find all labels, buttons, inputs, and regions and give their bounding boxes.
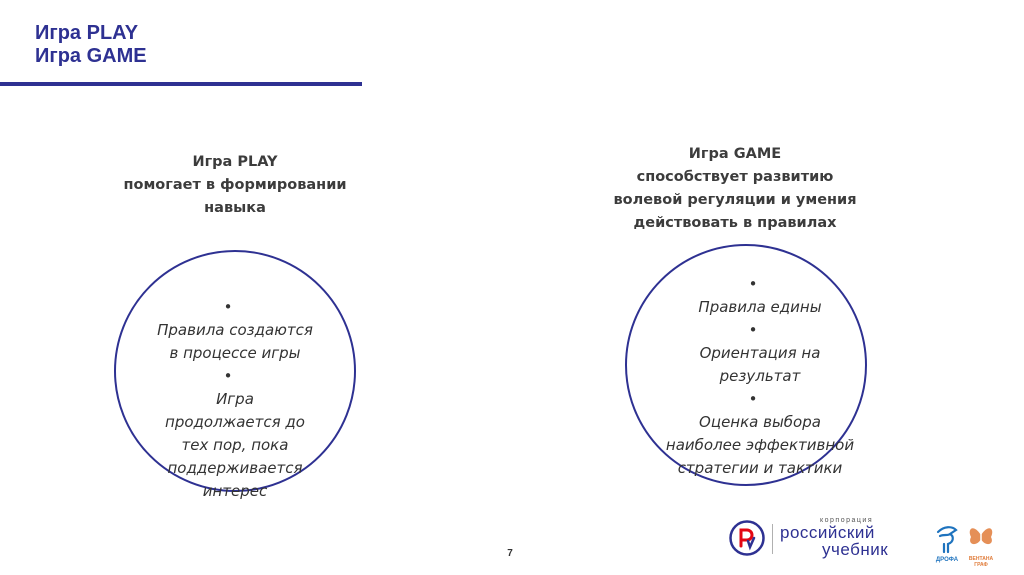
corporation-logo bbox=[780, 517, 888, 558]
list-item-text: поддерживается bbox=[167, 459, 303, 477]
list-item-text: Ориентация на bbox=[699, 344, 821, 362]
drofa-logo bbox=[932, 522, 962, 564]
list-item bbox=[645, 273, 875, 319]
drofa-bird-icon bbox=[934, 522, 960, 554]
list-item-text: Правила создаются bbox=[157, 321, 313, 339]
list-item-text: наиболее эффективной bbox=[665, 436, 855, 454]
ventana-label-line2: ГРАФ bbox=[974, 562, 988, 568]
game-rules-list bbox=[645, 273, 875, 480]
list-item-text: результат bbox=[719, 367, 801, 385]
bullet-icon: • bbox=[748, 275, 758, 293]
ventana-logo bbox=[966, 521, 996, 568]
title-underline bbox=[0, 82, 362, 86]
list-item bbox=[645, 319, 875, 388]
drofa-label: ДРОФА bbox=[935, 557, 959, 563]
corp-name-line2: учебник bbox=[822, 540, 889, 559]
corp-small-label: корпорация bbox=[820, 517, 874, 524]
play-rules-list bbox=[130, 296, 340, 503]
right-heading-line: волевой регуляции и умения bbox=[613, 192, 857, 208]
logo-divider bbox=[772, 524, 773, 554]
right-heading-line: способствует развитию bbox=[636, 169, 834, 185]
list-item-text: Оценка выбора bbox=[699, 413, 821, 431]
bullet-icon: • bbox=[223, 298, 233, 316]
slide-title bbox=[35, 22, 147, 68]
ventana-label-line1: ВЕНТАНА bbox=[968, 556, 994, 562]
right-heading-line: действовать в правилах bbox=[633, 215, 837, 231]
left-heading-line: помогает в формировании bbox=[123, 177, 347, 193]
list-item bbox=[645, 388, 875, 480]
list-item-text: продолжается до bbox=[165, 413, 305, 431]
list-item-text: Игра bbox=[216, 390, 254, 408]
list-item-text: стратегии и тактики bbox=[677, 459, 843, 477]
list-item-text: Правила едины bbox=[698, 298, 822, 316]
ventana-butterfly-icon bbox=[967, 521, 995, 551]
list-item bbox=[130, 365, 340, 503]
corp-name-line1: российский bbox=[780, 523, 875, 542]
list-item bbox=[130, 296, 340, 365]
list-item-text: интерес bbox=[202, 482, 268, 500]
right-heading bbox=[590, 143, 880, 235]
right-heading-line: Игра GAME bbox=[688, 146, 782, 162]
bullet-icon: • bbox=[748, 390, 758, 408]
ru-logo-icon bbox=[728, 519, 766, 557]
bullet-icon: • bbox=[748, 321, 758, 339]
left-heading-line: навыка bbox=[204, 200, 266, 216]
title-line-1: Игра PLAY bbox=[35, 22, 139, 44]
list-item-text: тех пор, пока bbox=[181, 436, 289, 454]
list-item-text: в процессе игры bbox=[169, 344, 301, 362]
left-heading-line: Игра PLAY bbox=[192, 154, 278, 170]
bullet-icon: • bbox=[223, 367, 233, 385]
title-line-2: Игра GAME bbox=[35, 45, 147, 67]
page-number: 7 bbox=[507, 548, 513, 559]
left-heading bbox=[90, 151, 380, 220]
